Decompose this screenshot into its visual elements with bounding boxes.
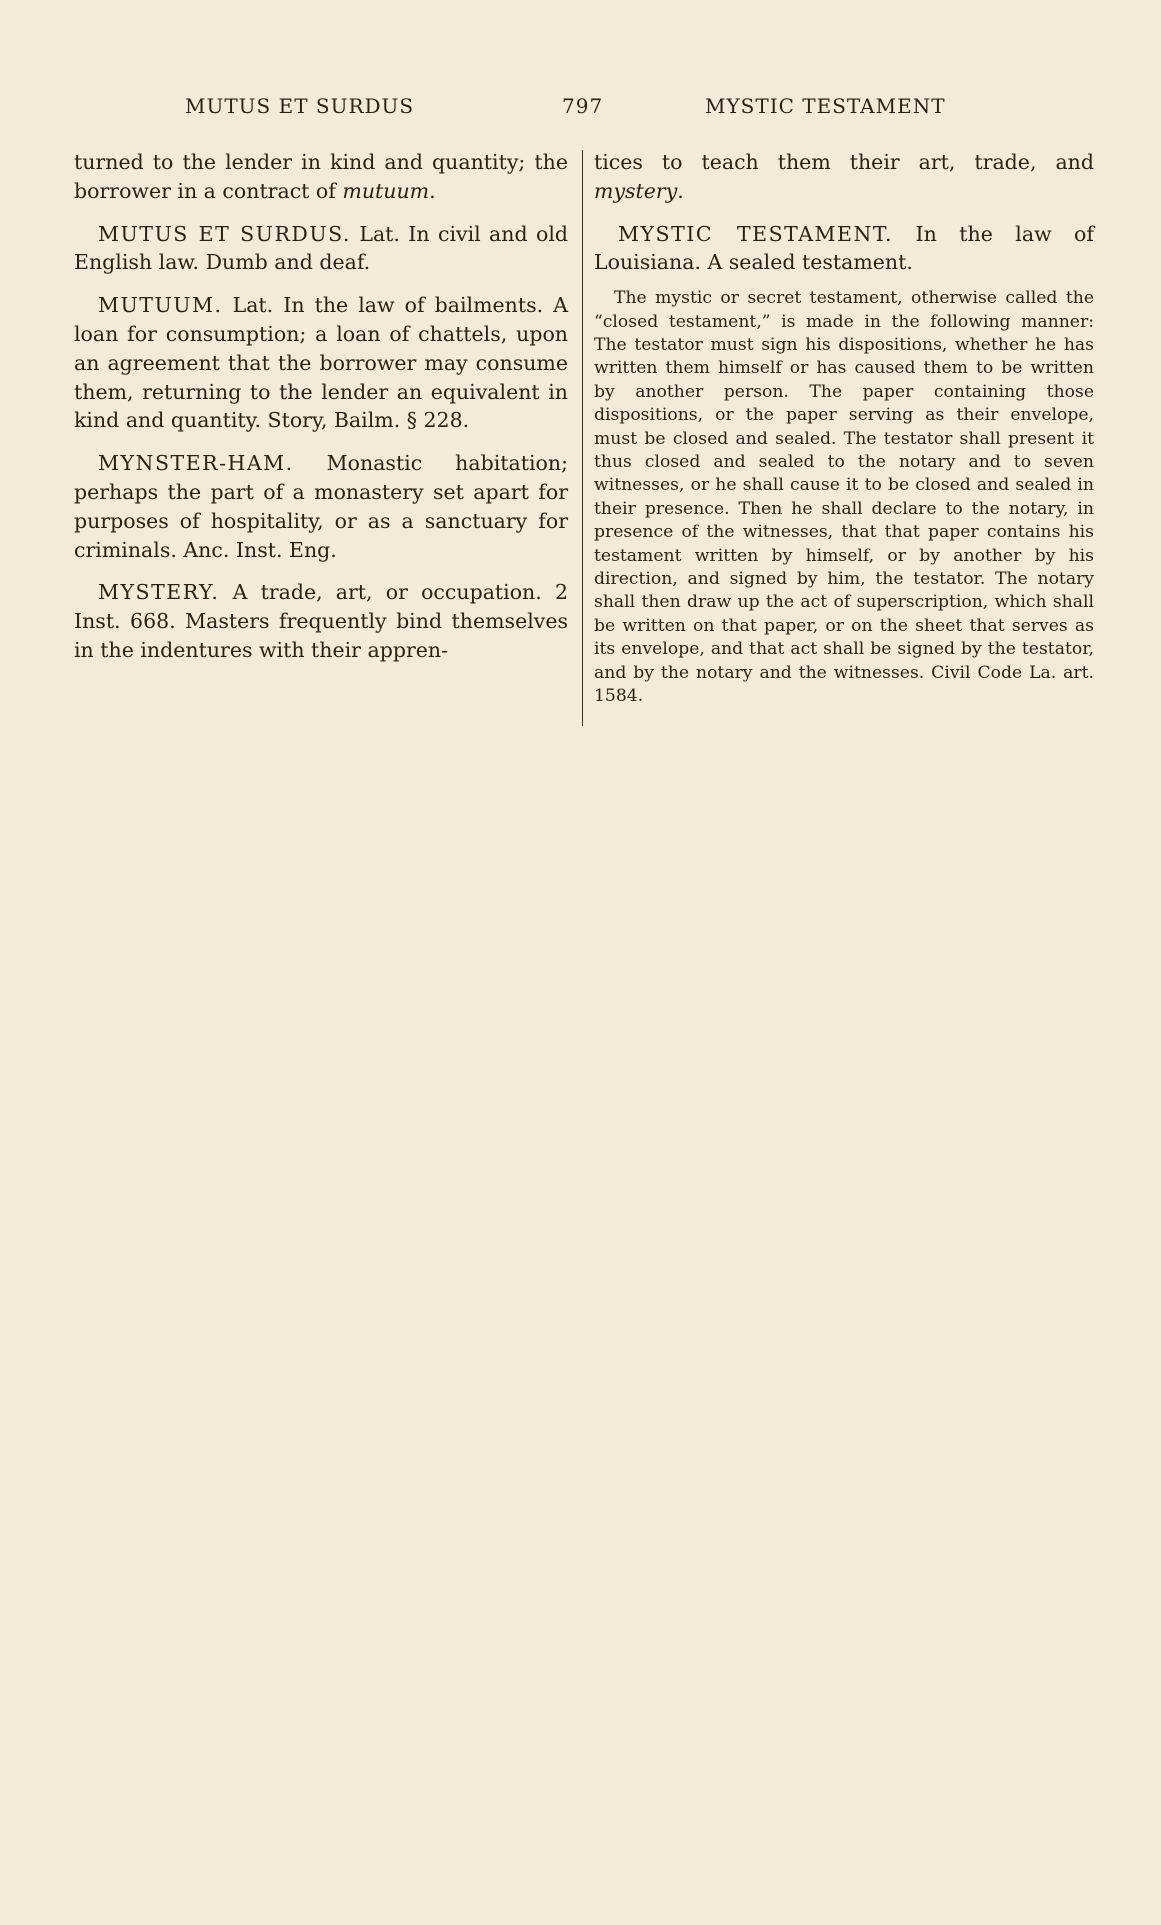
left-column [74, 148, 568, 665]
headword: MYSTIC TESTAMENT. [618, 221, 894, 246]
definition: Lat. In civil and old English law. Dumb and deaf. [74, 221, 569, 275]
continued-text-end: . [429, 178, 436, 203]
running-head-right: MYSTIC TESTAMENT [705, 94, 946, 118]
column-rule [582, 150, 583, 726]
entry-mystic-testament [594, 220, 1094, 278]
explanatory-note: The mystic or secret testament, otherwise called the “closed testament,” is made in the following manner: The testator must sign his dispositions, whether he has written them himself or has caused them to be written by another person. The paper containing those dispositions, or the paper serving as their envelope, must be closed and sealed. The testator shall present it thus closed and sealed to the notary and to seven witnesses, or he shall cause it to be closed and sealed in their presence. Then he shall declare to the notary, in presence of the witnesses, that that paper contains his testament written by himself, or by another by his direction, and signed by him, the testator. The notary shall then draw up the act of superscription, which shall be written on that paper, or on the sheet that serves as its envelope, and that act shall be signed by the testator, and by the notary and the witnesses. Civil Code La. art. 1584. [594, 288, 1094, 707]
definition: A trade, art, or occupation. 2 Inst. 668. Masters frequently bind themselves in the indentures with their appren- [74, 580, 568, 662]
entry-mutuum [74, 291, 568, 435]
continued-text [74, 148, 568, 206]
continued-text-italic: mutuum [342, 178, 430, 203]
definition: Lat. In the law of bailments. A loan for consumption; a loan of chattels, upon an agreement that the borrower may consume them, returning to the lender an equivalent in kind and quantity. Story, Bailm. § 228. [74, 293, 568, 433]
continued-text-end: . [677, 178, 684, 203]
definition: Monastic habitation; perhaps the part of a monastery set apart for purposes of hospitality, or as a sanctuary for criminals. Anc. Inst. Eng. [74, 451, 568, 562]
running-head-left: MUTUS ET SURDUS [185, 94, 415, 118]
headword: MUTUS ET SURDUS. [98, 221, 351, 246]
continued-text-body: tices to teach them their art, trade, and [594, 150, 1094, 174]
definition: In the law of Louisiana. A sealed testament. [594, 221, 1094, 275]
right-column [594, 148, 1094, 709]
entry-mynster-ham [74, 449, 568, 564]
entry-mutus-et-surdus [74, 220, 568, 278]
headword: MYSTERY. [98, 580, 220, 605]
running-head [0, 94, 1161, 124]
continued-text-italic: mystery [594, 178, 678, 203]
continued-text [594, 148, 1094, 206]
headword: MUTUUM. [98, 293, 223, 318]
entry-mystery [74, 578, 568, 664]
continued-text-body: turned to the lender in kind and quantity; the borrower in a contract of [74, 150, 568, 203]
page-number: 797 [562, 94, 604, 118]
headword: MYNSTER-HAM. [98, 451, 294, 476]
